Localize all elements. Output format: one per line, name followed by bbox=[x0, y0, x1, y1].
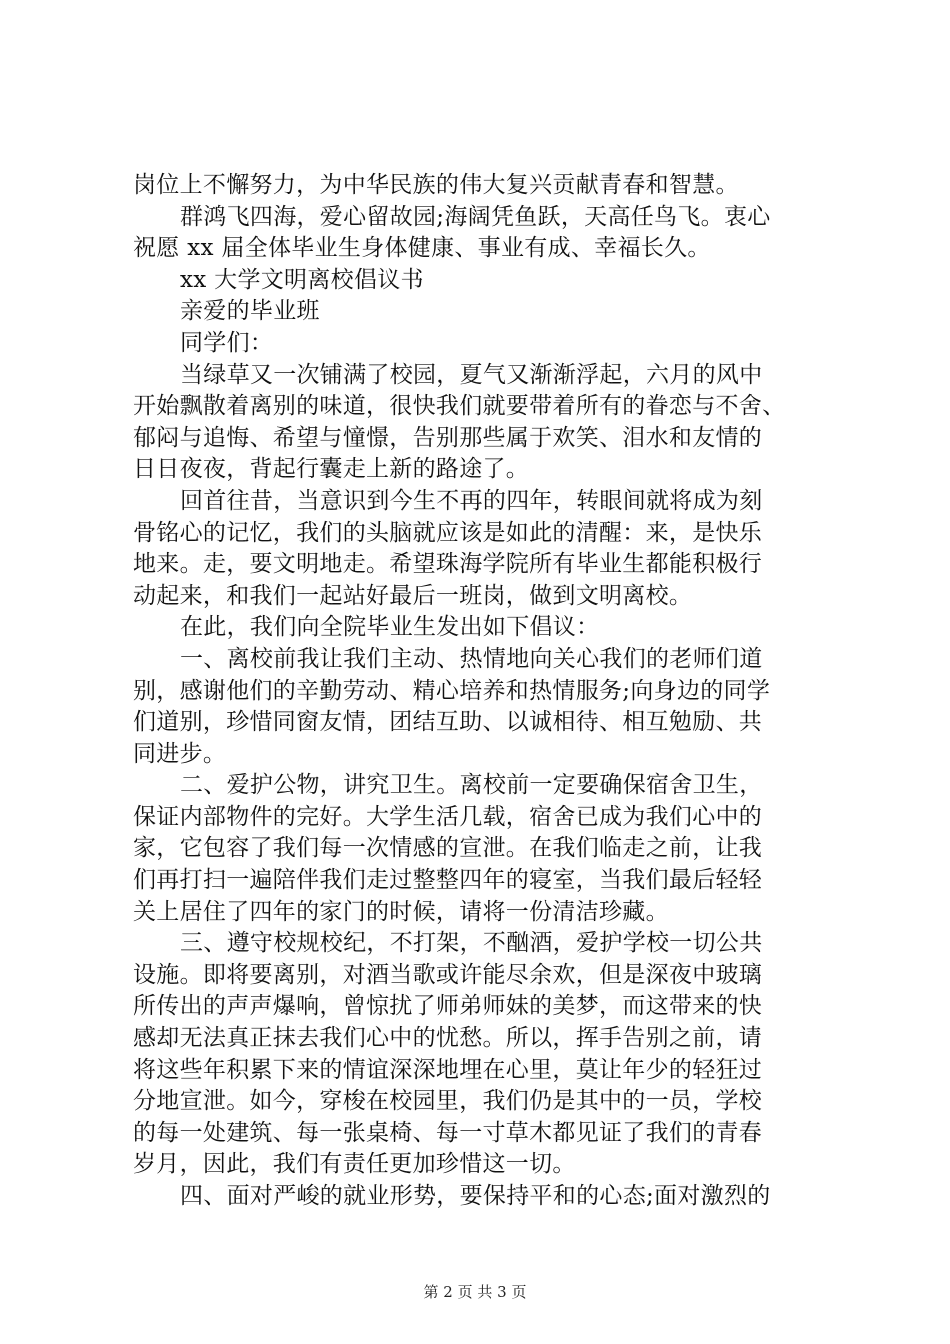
text-line: 设施。即将要离别，对酒当歌或许能尽余欢，但是深夜中玻璃 bbox=[133, 961, 763, 988]
text-line: 当绿草又一次铺满了校园，夏气又渐渐浮起，六月的风中 bbox=[180, 361, 763, 388]
text-line: 岁月，因此，我们有责任更加珍惜这一切。 bbox=[133, 1151, 576, 1178]
text-line: 关上居住了四年的家门的时候，请将一份清洁珍藏。 bbox=[133, 898, 669, 925]
text-line: 回首往昔，当意识到今生不再的四年，转眼间就将成为刻 bbox=[180, 487, 763, 514]
text-line: 在此，我们向全院毕业生发出如下倡议： bbox=[180, 614, 600, 641]
text-line: 开始飘散着离别的味道，很快我们就要带着所有的眷恋与不舍、 bbox=[133, 393, 786, 420]
page-footer: 第 2 页 共 3 页 bbox=[423, 1283, 527, 1301]
text-line: 们再打扫一遍陪伴我们走过整整四年的寝室，当我们最后轻轻 bbox=[133, 867, 763, 894]
text-line: 日日夜夜，背起行囊走上新的路途了。 bbox=[133, 456, 530, 483]
text-line: 们道别，珍惜同窗友情，团结互助、以诚相待、相互勉励、共 bbox=[133, 709, 763, 736]
text-line: 保证内部物件的完好。大学生活几载，宿舍已成为我们心中的 bbox=[133, 803, 763, 830]
text-line: 祝愿 xx 届全体毕业生身体健康、事业有成、幸福长久。 bbox=[133, 235, 711, 262]
text-line: 将这些年积累下来的情谊深深地埋在心里，莫让年少的轻狂过 bbox=[133, 1056, 763, 1083]
text-line: 岗位上不懈努力，为中华民族的伟大复兴贡献青春和智慧。 bbox=[133, 172, 739, 198]
text-line: 所传出的声声爆响，曾惊扰了师弟师妹的美梦，而这带来的快 bbox=[133, 993, 763, 1020]
text-line: 的每一处建筑、每一张桌椅、每一寸草木都见证了我们的青春 bbox=[133, 1119, 763, 1146]
text-line: 群鸿飞四海，爱心留故园;海阔凭鱼跃，天高任鸟飞。衷心 bbox=[180, 203, 771, 230]
text-line: 分地宣泄。如今，穿梭在校园里，我们仍是其中的一员，学校 bbox=[133, 1088, 763, 1115]
body-text bbox=[133, 170, 823, 1213]
document-title: xx 大学文明离校倡议书 bbox=[180, 266, 424, 293]
text-line: 骨铭心的记忆，我们的头脑就应该是如此的清醒：来，是快乐 bbox=[133, 519, 763, 546]
text-line: 家，它包容了我们每一次情感的宣泄。在我们临走之前，让我 bbox=[133, 835, 763, 862]
text-line: 同进步。 bbox=[133, 740, 227, 767]
text-line: 别，感谢他们的辛勤劳动、精心培养和热情服务;向身边的同学 bbox=[133, 677, 771, 704]
text-line: 四、面对严峻的就业形势，要保持平和的心态;面对激烈的 bbox=[180, 1183, 771, 1209]
text-line: 三、遵守校规校纪，不打架，不酗酒，爱护学校一切公共 bbox=[180, 930, 763, 957]
text-line: 感却无法真正抹去我们心中的忧愁。所以，挥手告别之前，请 bbox=[133, 1025, 763, 1052]
text-line: 动起来，和我们一起站好最后一班岗，做到文明离校。 bbox=[133, 582, 693, 609]
text-line: 二、爱护公物，讲究卫生。离校前一定要确保宿舍卫生， bbox=[180, 772, 763, 799]
salutation-line: 同学们： bbox=[180, 329, 274, 356]
text-line: 郁闷与追悔、希望与憧憬，告别那些属于欢笑、泪水和友情的 bbox=[133, 424, 763, 451]
text-line: 一、离校前我让我们主动、热情地向关心我们的老师们道 bbox=[180, 645, 763, 672]
text-line: 地来。走，要文明地走。希望珠海学院所有毕业生都能积极行 bbox=[133, 551, 763, 578]
salutation-line: 亲爱的毕业班 bbox=[180, 298, 320, 325]
